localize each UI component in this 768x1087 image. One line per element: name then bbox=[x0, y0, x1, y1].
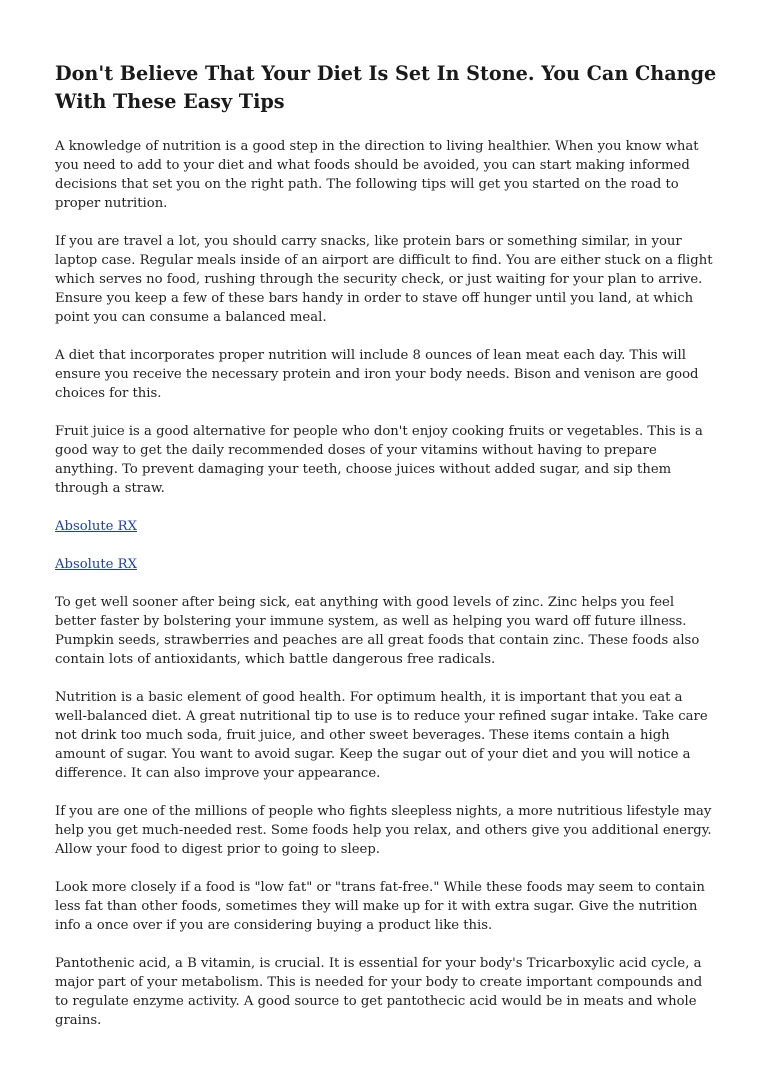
paragraph-sleep: If you are one of the millions of people who fights sleepless nights, a more nutritious lifestyle may help you get much-needed rest. Some foods help you relax, and others give you additional energy. Allow your food to digest prior to going to sleep. bbox=[55, 804, 712, 857]
link-paragraph-1 bbox=[55, 517, 717, 536]
paragraph-sugar: Nutrition is a basic element of good health. For optimum health, it is important that you eat a well-balanced diet. A great nutritional tip to use is to reduce your refined sugar intake. Take care not drink too much soda, fruit juice, and other sweet beverages. These items contain a high amount of sugar. You want to avoid sugar. Keep the sugar out of your diet and you will notice a difference. It can also improve your appearance. bbox=[55, 690, 708, 781]
paragraph-travel-snacks: If you are travel a lot, you should carry snacks, like protein bars or something similar, in your laptop case. Regular meals inside of an airport are difficult to find. You are either stuck on a flight which serves no food, rushing through the security check, or just waiting for your plan to arrive. Ensure you keep a few of these bars handy in order to stave off hunger until you land, at which point you can consume a balanced meal. bbox=[55, 234, 713, 325]
document-title: Don't Believe That Your Diet Is Set In Stone. You Can Change With These Easy Tips bbox=[55, 62, 717, 113]
document-page bbox=[55, 60, 717, 1049]
paragraph-intro: A knowledge of nutrition is a good step in the direction to living healthier. When you know what you need to add to your diet and what foods should be avoided, you can start making informed decisions that set you on the right path. The following tips will get you started on the road to proper nutrition. bbox=[55, 139, 699, 211]
absolute-rx-link-1[interactable]: Absolute RX bbox=[55, 519, 137, 534]
paragraph-lean-meat: A diet that incorporates proper nutrition will include 8 ounces of lean meat each day. This will ensure you receive the necessary protein and iron your body needs. Bison and venison are good choices for this. bbox=[55, 348, 699, 401]
paragraph-low-fat: Look more closely if a food is "low fat" or "trans fat-free." While these foods may seem to contain less fat than other foods, sometimes they will make up for it with extra sugar. Give the nutrition info a once over if you are considering buying a product like this. bbox=[55, 880, 705, 933]
paragraph-pantothenic-acid: Pantothenic acid, a B vitamin, is crucial. It is essential for your body's Tricarboxylic acid cycle, a major part of your metabolism. This is needed for your body to create important compounds and to regulate enzyme activity. A good source to get pantothecic acid would be in meats and whole grains. bbox=[55, 956, 703, 1028]
paragraph-zinc: To get well sooner after being sick, eat anything with good levels of zinc. Zinc helps you feel better faster by bolstering your immune system, as well as helping you ward off future illness. Pumpkin seeds, strawberries and peaches are all great foods that contain zinc. These foods also contain lots of antioxidants, which battle dangerous free radicals. bbox=[55, 595, 700, 667]
absolute-rx-link-2[interactable]: Absolute RX bbox=[55, 557, 137, 572]
link-paragraph-2 bbox=[55, 555, 717, 574]
paragraph-fruit-juice: Fruit juice is a good alternative for people who don't enjoy cooking fruits or vegetables. This is a good way to get the daily recommended doses of your vitamins without having to prepare anything. To prevent damaging your teeth, choose juices without added sugar, and sip them through a straw. bbox=[55, 424, 703, 496]
